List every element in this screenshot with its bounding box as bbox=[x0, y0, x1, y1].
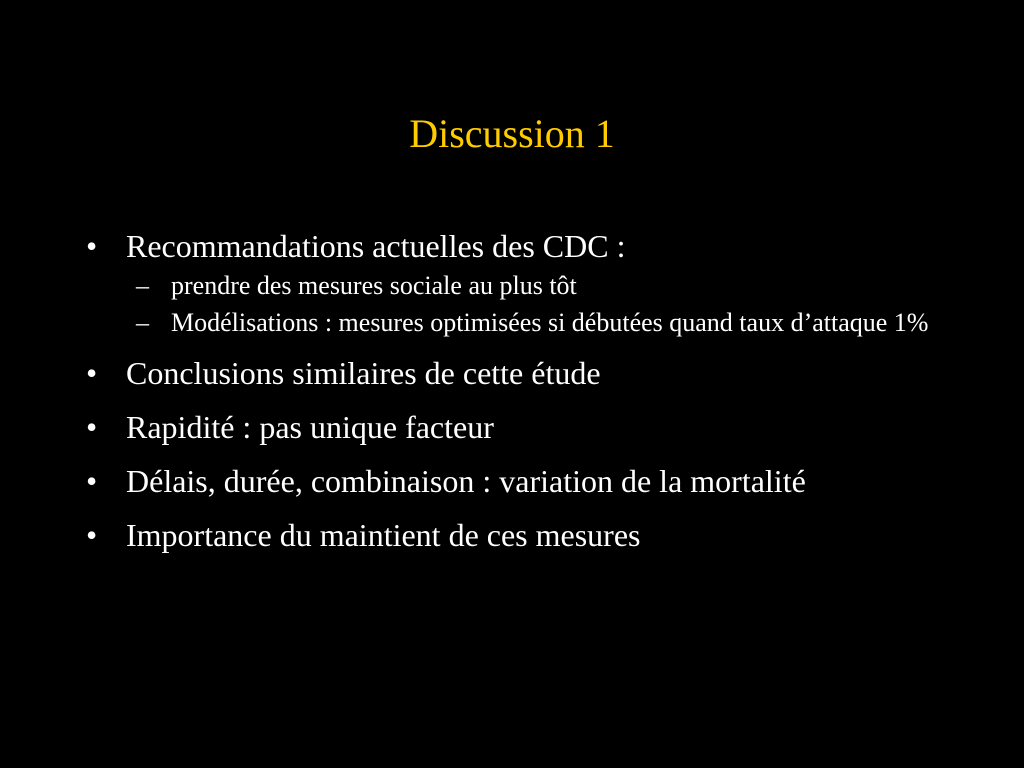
bullet-item bbox=[86, 354, 946, 392]
sub-bullet-marker: – bbox=[136, 308, 149, 337]
bullet-text: Conclusions similaires de cette étude bbox=[126, 355, 601, 391]
bullet-marker: • bbox=[86, 463, 98, 499]
bullet-marker: • bbox=[86, 517, 98, 553]
sub-bullet-item bbox=[136, 308, 946, 338]
sub-bullet-item bbox=[136, 271, 946, 301]
bullet-item bbox=[86, 462, 946, 500]
bullet-marker: • bbox=[86, 409, 98, 445]
sub-bullet-text: Modélisations : mesures optimisées si débutées quand taux d’attaque 1% bbox=[171, 308, 929, 337]
bullet-text: Recommandations actuelles des CDC : bbox=[126, 228, 626, 264]
bullet-item bbox=[86, 516, 946, 554]
sub-bullet-text: prendre des mesures sociale au plus tôt bbox=[171, 271, 577, 300]
bullet-item bbox=[86, 408, 946, 446]
bullet-marker: • bbox=[86, 355, 98, 391]
sub-bullet-marker: – bbox=[136, 271, 149, 300]
bullet-text: Rapidité : pas unique facteur bbox=[126, 409, 494, 445]
bullet-item bbox=[86, 227, 946, 338]
slide-title: Discussion 1 bbox=[409, 111, 615, 156]
bullet-text: Importance du maintient de ces mesures bbox=[126, 517, 641, 553]
sub-bullet-list bbox=[136, 271, 946, 338]
bullet-text: Délais, durée, combinaison : variation de la mortalité bbox=[126, 463, 806, 499]
bullet-list bbox=[86, 227, 946, 570]
bullet-marker: • bbox=[86, 228, 98, 264]
